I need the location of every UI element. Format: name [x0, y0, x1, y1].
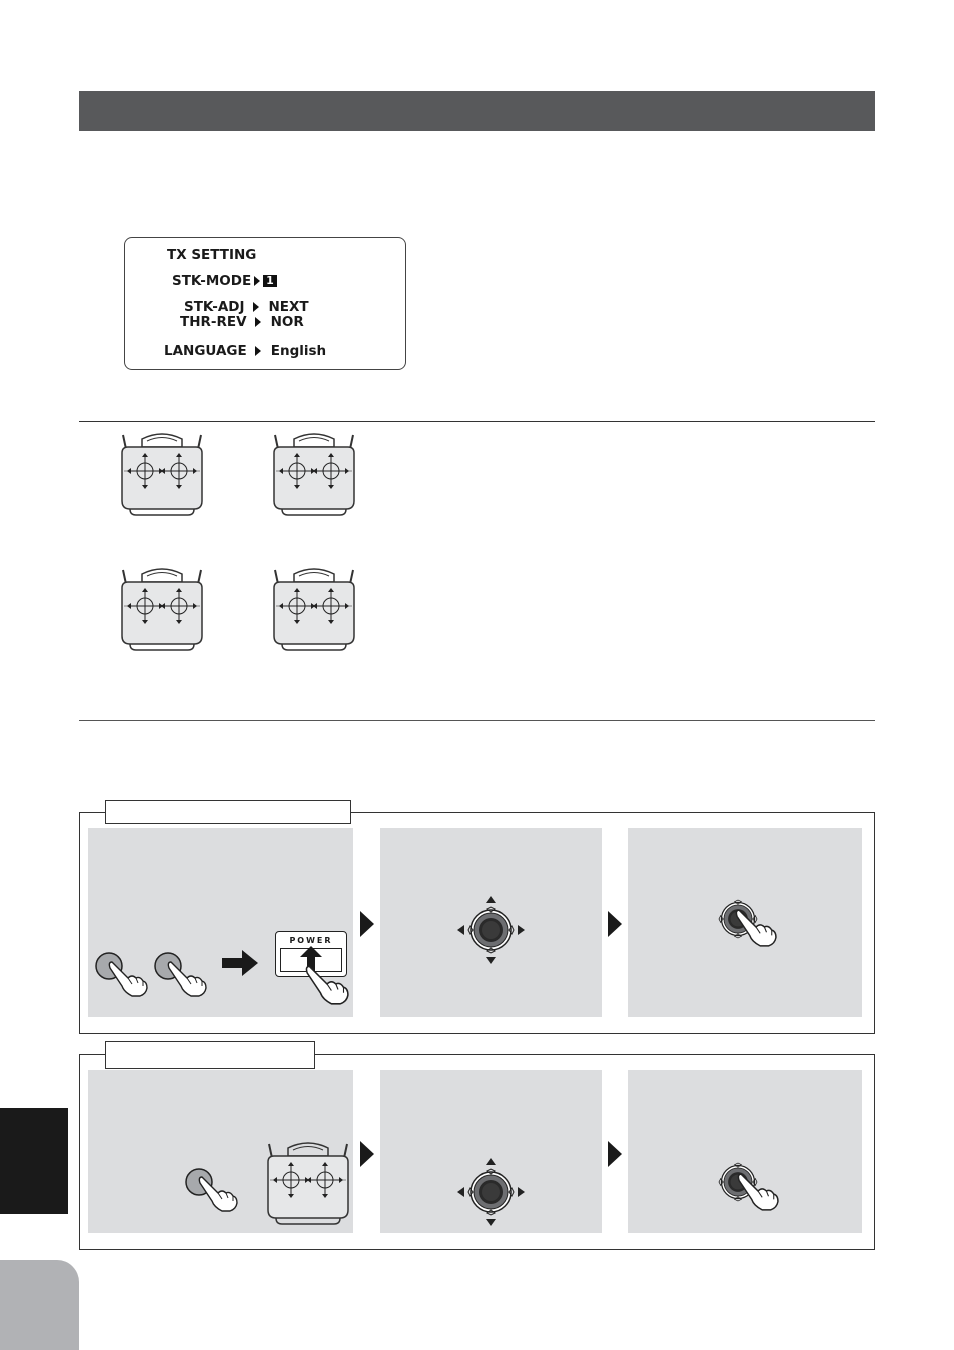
next-step-arrow-icon [360, 911, 374, 937]
stk-adj-label: STK-ADJ [184, 299, 245, 315]
pointing-hand-icon [198, 1173, 238, 1213]
stk-adj-value: NEXT [268, 299, 309, 315]
power-label: POWER [289, 936, 333, 945]
transmitter-icon [272, 429, 356, 517]
next-step-arrow-icon [360, 1141, 374, 1167]
thr-rev-label: THR-REV [180, 314, 247, 330]
pointing-hand-icon [735, 906, 777, 948]
language-label: LANGUAGE [164, 343, 247, 359]
thr-rev-value: NOR [270, 314, 304, 330]
triangle-right-icon [253, 302, 259, 312]
lcd-title: TX SETTING [167, 247, 257, 263]
lcd-row-language [164, 343, 326, 359]
transmitter-icon [120, 564, 204, 652]
chapter-side-tab [0, 1108, 68, 1214]
lcd-row-thr-rev [180, 314, 304, 330]
section-header-bar [79, 91, 875, 131]
transmitter-icon [120, 429, 204, 517]
pointing-hand-icon [305, 962, 349, 1006]
section-divider [79, 720, 875, 721]
pointing-hand-icon [167, 958, 207, 998]
lcd-row-stk-adj [184, 299, 309, 315]
section-divider [79, 421, 875, 422]
triangle-right-icon [254, 276, 260, 286]
jog-dial-icon[interactable] [455, 1152, 527, 1232]
page-number-tab [0, 1260, 79, 1350]
triangle-right-icon [255, 317, 261, 327]
stk-mode-label: STK-MODE [172, 273, 252, 289]
jog-dial-icon[interactable] [455, 890, 527, 970]
stk-mode-value: 1 [263, 275, 277, 287]
next-step-arrow-icon [608, 911, 622, 937]
lcd-row-stk-mode [172, 273, 277, 289]
pointing-hand-icon [108, 958, 148, 998]
right-arrow-icon [222, 950, 258, 976]
next-step-arrow-icon [608, 1141, 622, 1167]
transmitter-icon [266, 1138, 350, 1226]
triangle-right-icon [255, 346, 261, 356]
pointing-hand-icon [737, 1170, 779, 1212]
procedure-title-tab-2 [105, 1041, 315, 1069]
transmitter-icon [272, 564, 356, 652]
language-value: English [270, 343, 327, 359]
lcd-screen [124, 237, 406, 370]
procedure-title-tab-1 [105, 800, 351, 824]
